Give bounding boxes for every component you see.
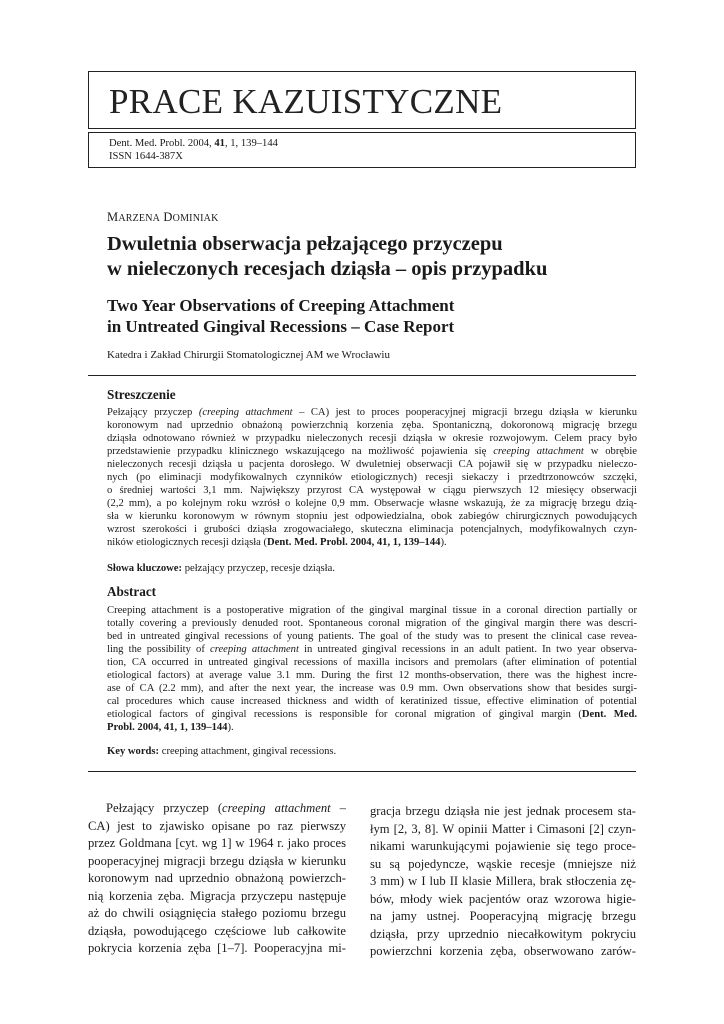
top-divider <box>88 375 636 376</box>
streszczenie-heading: Streszczenie <box>107 387 176 402</box>
bottom-divider <box>88 771 636 772</box>
citation-line: Dent. Med. Probl. 2004, 41, 1, 139–144 <box>109 138 278 149</box>
streszczenie-text: Pełzający przyczep (creeping attachment – CA) jest to proces pooperacyjnej migracji brzegu dziąsła w kierunku koronowym nad uprzednio obnażoną powierzchnią korzenia zęba. Spontaniczną, dokoronową migrację brzegu dziąsła odnotowano również w przypadku nieleczonych recesji dziąsła w okresie rozwojowym. Celem pracy było przedstawienie przypadku klinicznego wskazującego na możliwość pojawienia się creeping attachment w obrębie nieleczonych recesji dziąsła u pacjenta dorosłego. W dwuletniej obserwacji CA pojawił się w przypadku nieleczo- nych (po eliminacji modyfikowalnych czynników etiologicznych) recesji siekaczy i przedtrzonowców szczęki, o średniej wartości 3,1 mm. Największy przyrost CA występował w ciągu pierwszych 12 miesięcy obserwacji (2,2 mm), a po kolejnym roku wzrósł o kolejne 0,9 mm. Obserwacje własne wskazują, że za migrację brzegu dzią- sła w kierunku koronowym w równym stopniu jest odpowiedzialna, obok zabiegów chirurgicznych powodujących wzrost szerokości i grubości dziąsła zrogowaciałego, skuteczna eliminacja potencjalnych, modyfikowalnych czyn- ników etiologicznych recesji dziąsła (Dent. Med. Probl. 2004, 41, 1, 139–144). <box>107 407 637 548</box>
abstract-text: Creeping attachment is a postoperative migration of the gingival marginal tissue in a coronal direction partially or totally covering a previously denuded root. Spontaneous coronal migration of the gingival margin there was descri- bed in untreated gingival recessions of young patients. The goal of the study was to present the clinical case revea- ling the possibility of creeping attachment in untreated gingival recessions in an adult patient. In two year observa- tion, CA occurred in untreated gingival recessions of maxilla incisors and premolars (after elimination of potential etiological factors) at average value 3.1 mm. During the first 12 months-observation, there was the highest incre- ase of CA (2.2 mm), and after the next year, the increase was 0.9 mm. Own observations show that besides surgi- cal procedures which cause increased thickness and width of keratinized tissue, effective elimination of potential etiological factors of gingival recessions is responsible for coronal migration of gingival margin (Dent. Med. Probl. 2004, 41, 1, 139–144). <box>107 605 638 733</box>
issn: ISSN 1644-387X <box>109 151 183 162</box>
title-english: Two Year Observations of Creeping Attachment in Untreated Gingival Recessions – Case Report <box>107 296 455 336</box>
keywords-pl: Słowa kluczowe: pełzający przyczep, recesje dziąsła. <box>107 563 335 574</box>
author-name: MARZENA DOMINIAK <box>107 210 219 224</box>
section-banner <box>88 71 636 129</box>
abstract-heading: Abstract <box>107 584 157 599</box>
body-column-right: gracja brzegu dziąsła nie jest jednak procesem sta- łym [2, 3, 8]. W opinii Matter i Cimasoni [2] czyn- nikami warunkującymi pojawienie się tego proce- su są pojedyncze, wąskie recesje (mniejsze niż 3 mm) w I lub II klasie Millera, brak stłoczenia zę- bów, młody wiek pacjentów oraz wzorowa higie- na jamy ustnej. Pooperacyjną migrację brzegu dziąsła, przy uprzednio niecałkowitym pokryciu powierzchni korzenia zęba, obserwowano zarów- <box>370 804 636 958</box>
section-title: PRACE KAZUISTYCZNE <box>109 82 503 121</box>
affiliation: Katedra i Zakład Chirurgii Stomatologicznej AM we Wrocławiu <box>107 349 390 361</box>
keywords-en: Key words: creeping attachment, gingival recessions. <box>107 746 337 757</box>
body-column-left: Pełzający przyczep (creeping attachment – CA) jest to zjawisko opisane po raz pierwszy przez Goldmana [cyt. wg 1] w 1964 r. jako proces pooperacyjnej migracji brzegu dziąsła w kierunku koronowym nad uprzednio obnażoną powierzch- nią korzenia zęba. Migracja przyczepu następuje aż do chwili osiągnięcia stałego poziomu brzegu dziąsła, powodującego częściowe lub całkowite pokrycia korzenia zęba [1–7]. Pooperacyjna mi- <box>88 801 346 955</box>
title-polish: Dwuletnia obserwacja pełzającego przyczepu w nieleczonych recesjach dziąsła – opis przypadku <box>107 233 548 280</box>
citation-box <box>88 132 636 168</box>
